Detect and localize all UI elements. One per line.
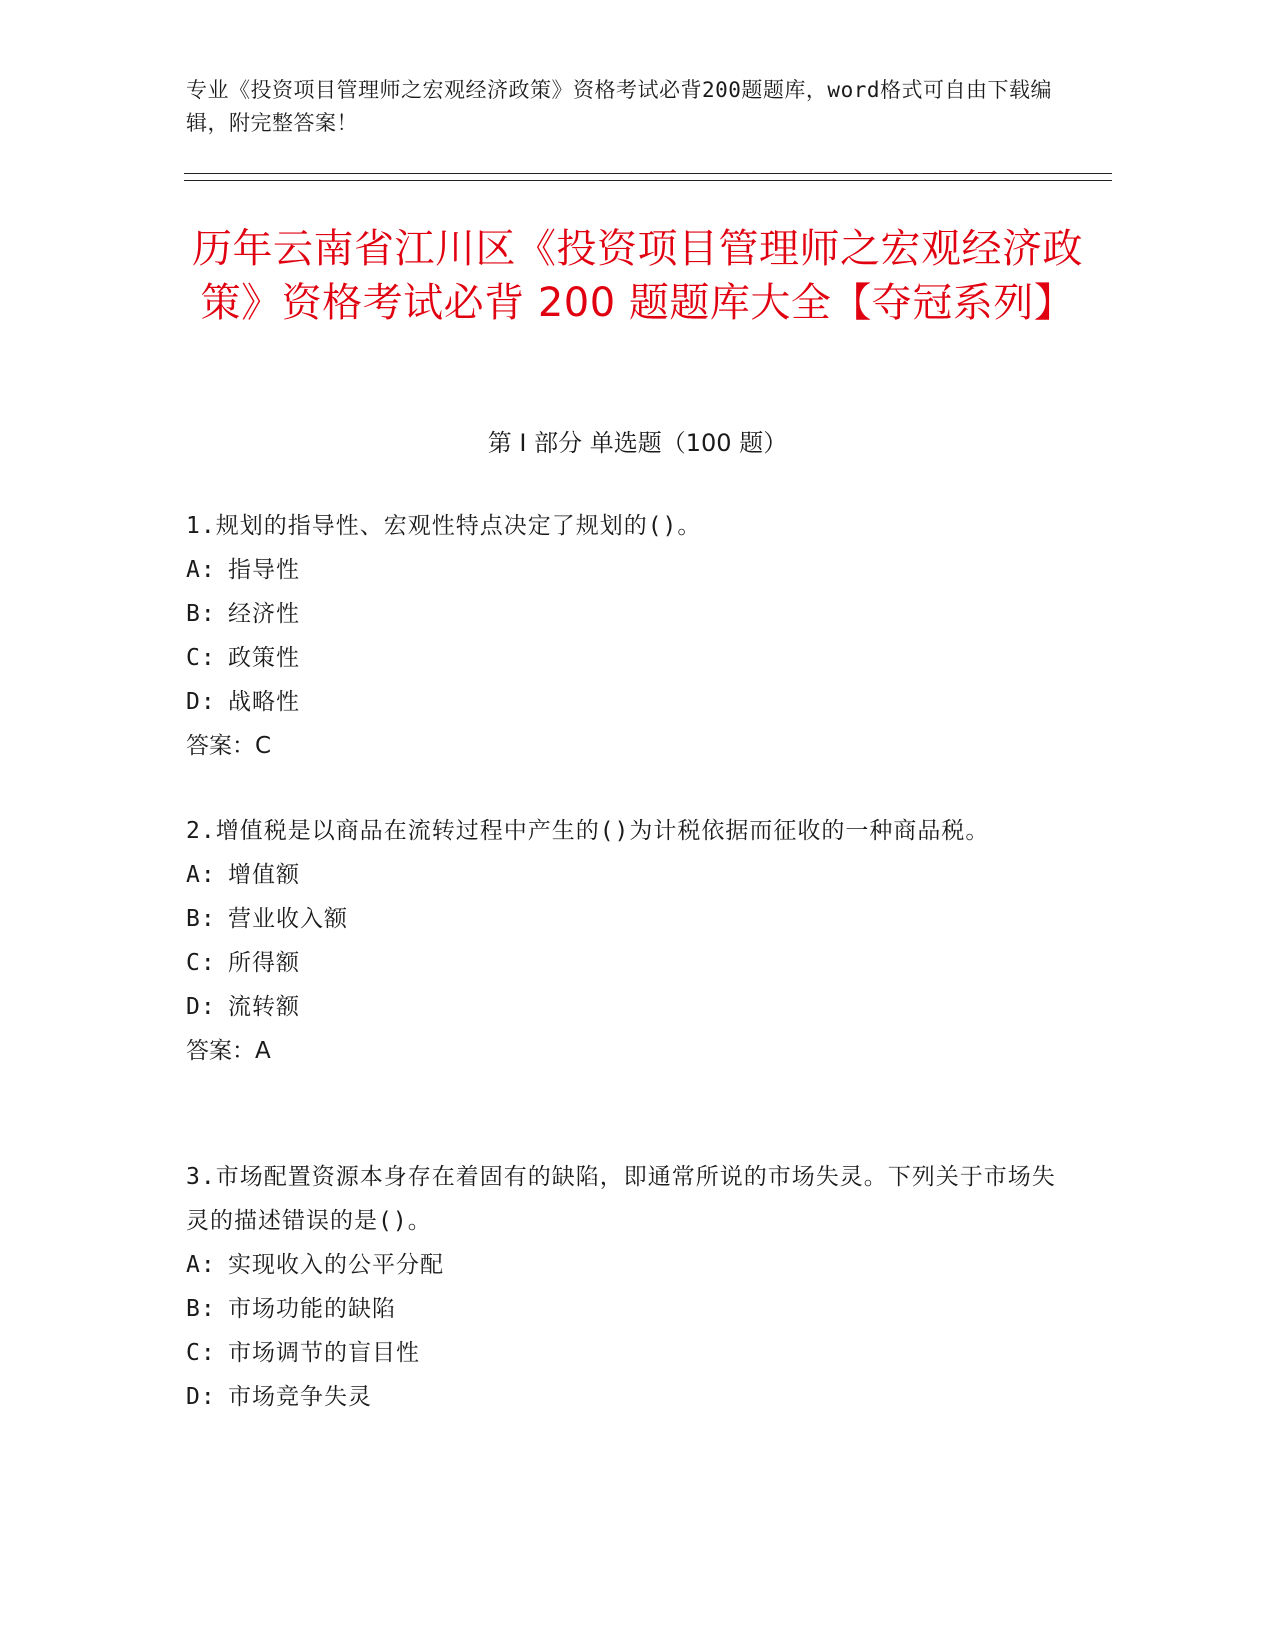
option-key: C: [186,1340,216,1366]
option-b [186,897,1066,941]
option-text: 流转额 [228,994,300,1020]
option-text: 营业收入额 [228,906,348,932]
header-divider-top [184,173,1112,174]
document-title: 历年云南省江川区《投资项目管理师之宏观经济政策》资格考试必背 200 题题库大全【夺冠系列】 [192,226,1083,326]
option-d [186,680,1066,724]
option-text: 政策性 [228,645,300,671]
option-key: C: [186,645,216,671]
option-b [186,1287,1066,1331]
option-key: B: [186,906,216,932]
option-key: D: [186,689,216,715]
option-d [186,1375,1066,1419]
option-text: 经济性 [228,601,300,627]
option-key: A: [186,557,216,583]
section-title: 第 I 部分 单选题（100 题） [487,429,788,457]
header-note: 专业《投资项目管理师之宏观经济政策》资格考试必背200题题库，word格式可自由下载编辑，附完整答案！ [186,78,1052,135]
option-text: 市场竞争失灵 [228,1384,372,1410]
option-c [186,636,1066,680]
question-text: 3.市场配置资源本身存在着固有的缺陷，即通常所说的市场失灵。下列关于市场失灵的描述错误的是()。 [186,1164,1056,1234]
answer: 答案：C [186,733,272,759]
option-a [186,548,1066,592]
option-a [186,1243,1066,1287]
option-a [186,853,1066,897]
option-key: B: [186,1296,216,1322]
question-1 [186,504,1066,768]
question-text: 2.增值税是以商品在流转过程中产生的()为计税依据而征收的一种商品税。 [186,818,990,844]
question-3 [186,1155,1066,1419]
question-text: 1.规划的指导性、宏观性特点决定了规划的()。 [186,513,702,539]
option-text: 指导性 [228,557,300,583]
option-key: C: [186,950,216,976]
option-text: 战略性 [228,689,300,715]
option-key: A: [186,1252,216,1278]
option-key: D: [186,1384,216,1410]
option-key: B: [186,601,216,627]
option-c [186,1331,1066,1375]
answer: 答案：A [186,1038,271,1064]
question-2 [186,809,1066,1073]
option-d [186,985,1066,1029]
option-text: 实现收入的公平分配 [228,1252,444,1278]
option-b [186,592,1066,636]
option-text: 所得额 [228,950,300,976]
option-key: D: [186,994,216,1020]
option-text: 增值额 [228,862,300,888]
option-key: A: [186,862,216,888]
header-divider-bottom [184,180,1112,181]
option-text: 市场调节的盲目性 [228,1340,420,1366]
option-text: 市场功能的缺陷 [228,1296,396,1322]
option-c [186,941,1066,985]
